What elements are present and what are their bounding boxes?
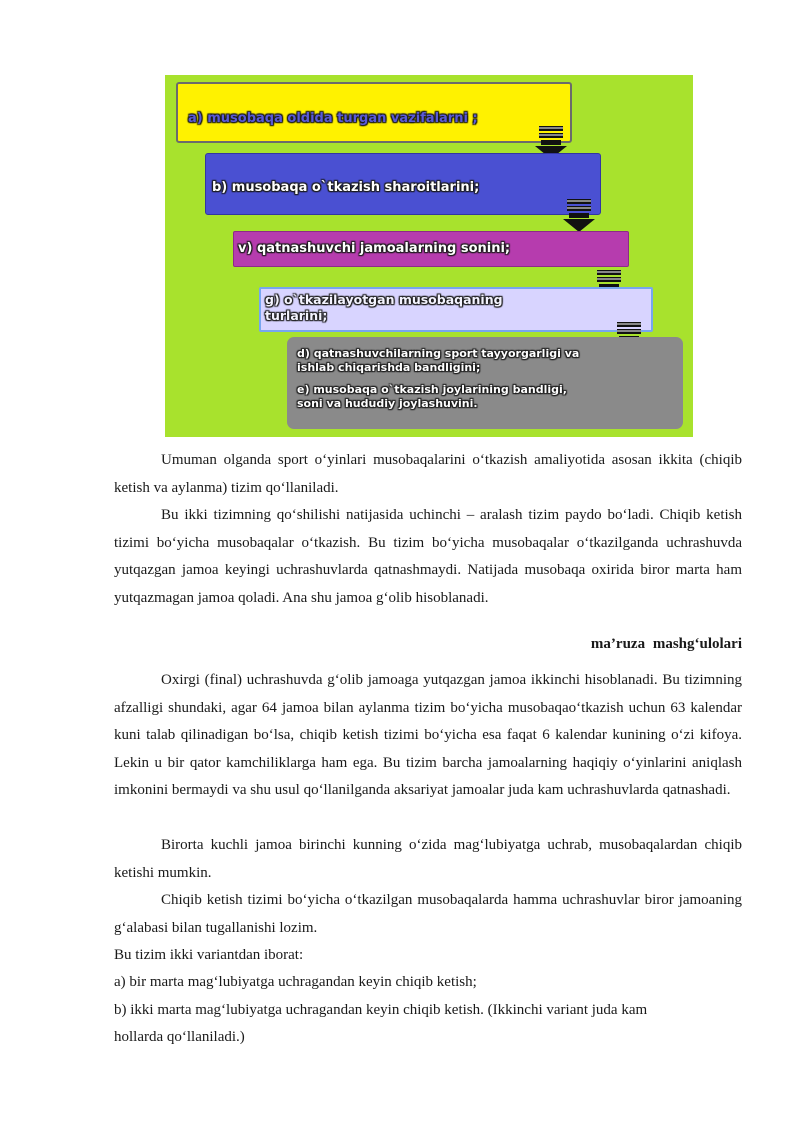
diagram-box-a [176, 82, 572, 143]
box-b-text: b) musobaqa o`tkazish sharoitlarini; [212, 180, 480, 195]
box-g-line2: turlarini; [265, 308, 328, 323]
section-heading: ma’ruza mashg‘ulolari [590, 636, 742, 652]
paragraph-5: Chiqib ketish tizimi bo‘yicha o‘tkazilgan musobaqalarda hamma uchrashuvlar biror jamoaning g‘alabasi bilan tugallanishi lozim. [114, 892, 742, 936]
flow-diagram [165, 75, 693, 437]
box-d-line3: e) musobaqa o`tkazish joylarining bandligi, [297, 383, 567, 396]
diagram-box-v [233, 231, 629, 267]
box-d-line4: soni va hududiy joylashuvini. [297, 397, 478, 410]
paragraph-3: Oxirgi (final) uchrashuvda g‘olib jamoaga yutqazgan jamoa ikkinchi hisoblanadi. Bu tizimning afzalligi shundaki, agar 64 jamoa bilan aylanma tizim bo‘yicha musobaqao‘tkazish uchun 63 kalendar kuni talab qilinadigan bo‘lsa, chiqib ketish tizimi bo‘yicha esa faqat 6 kalendar kunining o‘zi kifoya. Lekin u bir qator kamchiliklarga ham ega. Bu tizim barcha jamoalarning haqiqiy o‘yinlarini aniqlash imkonini bermaydi va shu usul qo‘llanilganda aksariyat jamoalar juda kam uchrashuvlarda qatnashadi. [114, 672, 742, 798]
text-line-3: b) ikki marta mag‘lubiyatga uchragandan keyin chiqib ketish. (Ikkinchi variant juda kam [114, 1002, 648, 1018]
text-line-2: a) bir marta mag‘lubiyatga uchragandan keyin chiqib ketish; [114, 974, 477, 990]
text-line-4: hollarda qo‘llaniladi.) [114, 1029, 245, 1045]
paragraph-1: Umuman olganda sport o‘yinlari musobaqalarini o‘tkazish amaliyotida asosan ikkita (chiqib ketish va aylanma) tizim qo‘llaniladi. [114, 452, 742, 496]
box-a-text: a) musobaqa oldida turgan vazifalarni ; [188, 111, 478, 126]
text-line-1: Bu tizim ikki variantdan iborat: [114, 947, 304, 963]
diagram-box-b [205, 153, 601, 215]
paragraph-2: Bu ikki tizimning qo‘shilishi natijasida uchinchi – aralash tizim paydo bo‘ladi. Chiqib ketish tizimi bo‘yicha musobaqalar o‘tkazish. Bu tizim bo‘yicha musobaqalar o‘tkazilganda uchrashuvda yutqazgan jamoa keyingi uchrashuvlarda qatnashmaydi. Natijada musobaqa oxirida biror marta ham yutqazmagan jamoa qoladi. Ana shu jamoa g‘olib hisoblanadi. [114, 507, 742, 606]
paragraph-4: Birorta kuchli jamoa birinchi kunning o‘zida mag‘lubiyatga uchrab, musobaqalardan chiqib ketishi mumkin. [114, 837, 742, 881]
diagram-box-d [287, 337, 683, 429]
box-g-line1: g) o`tkazilayotgan musobaqaning [265, 292, 503, 307]
down-arrow-icon [563, 198, 595, 234]
box-d-line2: ishlab chiqarishda bandligini; [297, 361, 481, 374]
box-v-text: v) qatnashuvchi jamoalarning sonini; [238, 241, 511, 256]
diagram-box-g [259, 287, 653, 332]
box-d-line1: d) qatnashuvchilarning sport tayyorgarligi va [297, 347, 580, 360]
